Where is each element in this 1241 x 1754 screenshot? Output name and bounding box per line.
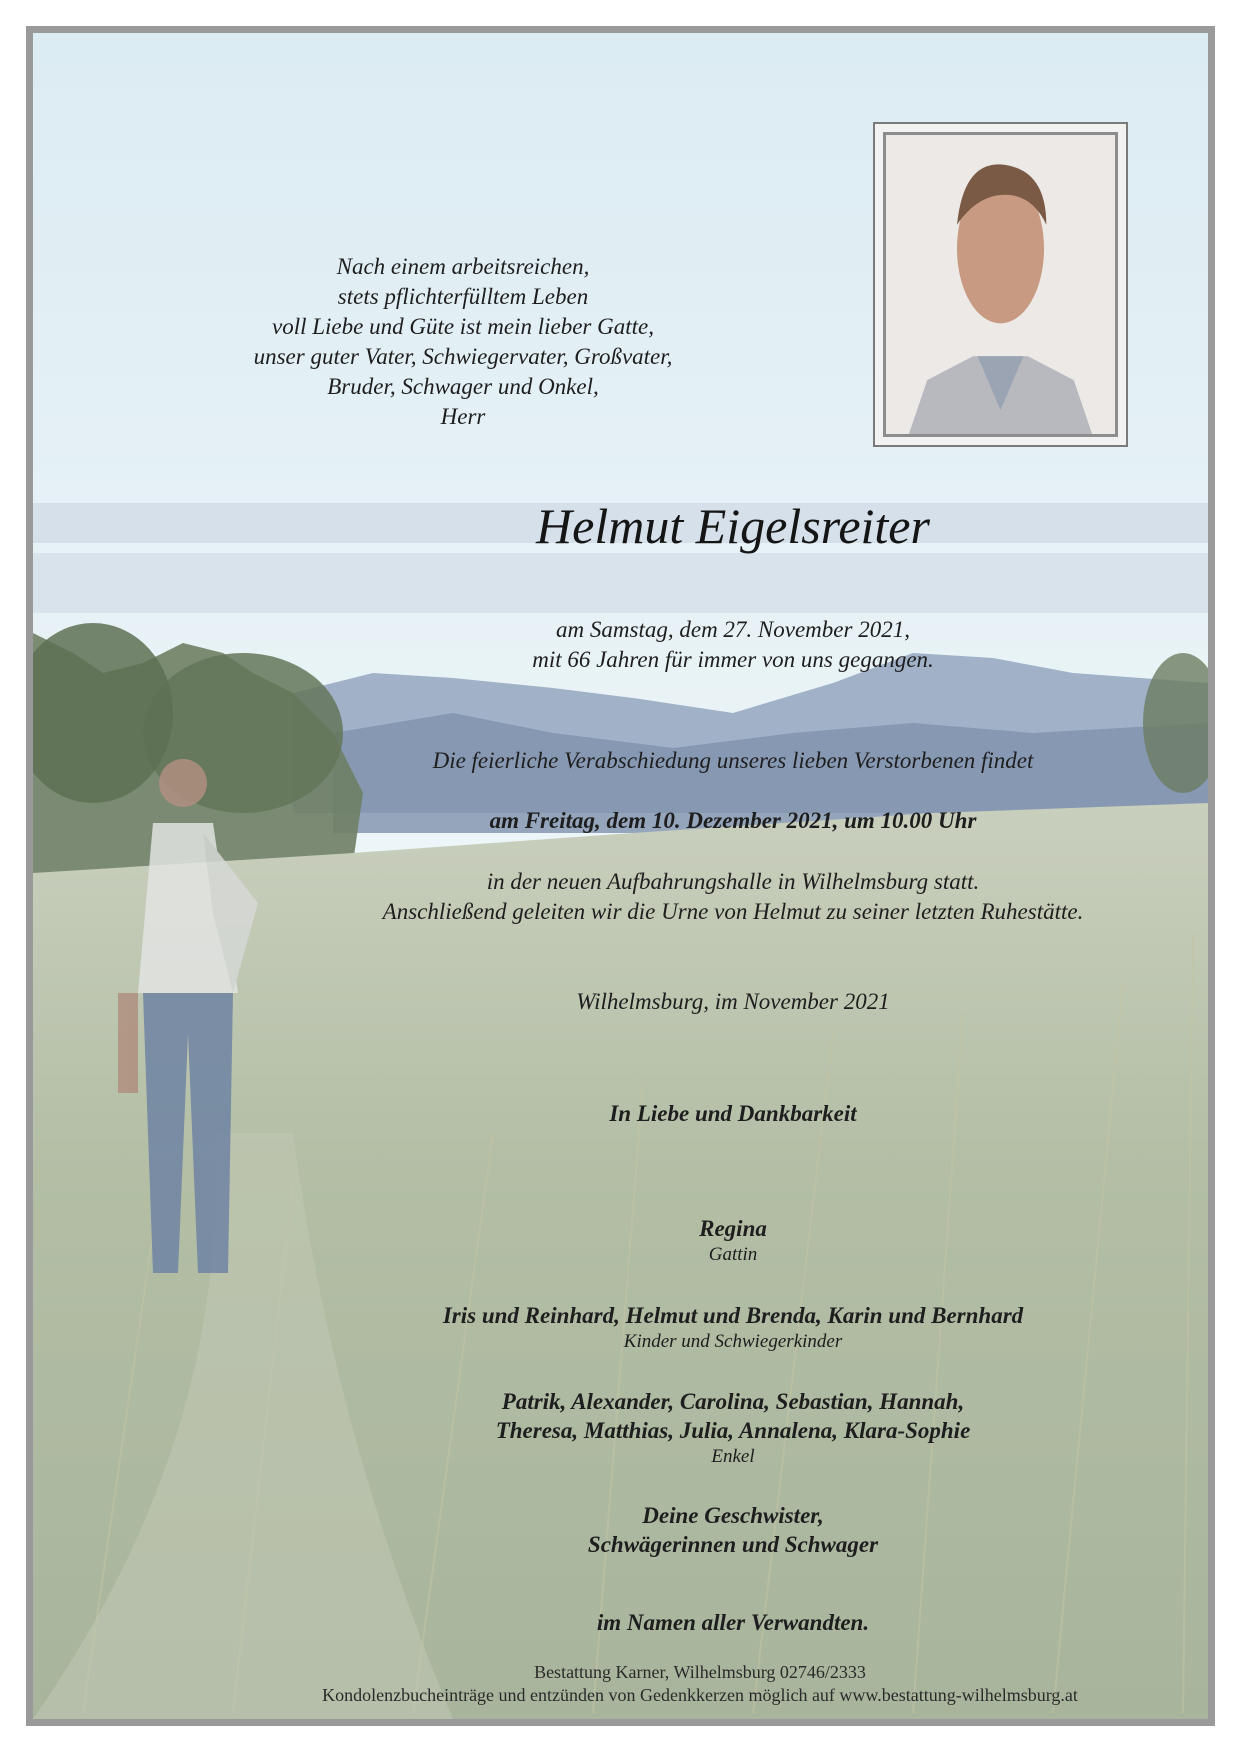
family-names: Schwägerinnen und Schwager [587,1532,879,1557]
family-role: Gattin [708,1244,758,1265]
death-line: am Samstag, dem 27. November 2021, [556,617,910,642]
family-names: Regina [699,1216,767,1241]
family-role: Kinder und Schwiegerkinder [623,1331,843,1352]
family-group-spouse [413,1214,1053,1267]
deceased-name: Helmut Eigelsreiter [536,498,930,554]
family-group-siblings [373,1501,1093,1559]
page-frame [26,26,1215,1726]
footer-line-funeral-home: Bestattung Karner, Wilhelmsburg 02746/2333 [534,1662,866,1682]
death-notice [413,615,1053,675]
intro-line: voll Liebe und Güte ist mein lieber Gatte, [272,314,654,339]
intro-line: unser guter Vater, Schwiegervater, Großvater, [253,344,673,369]
farewell-place [273,867,1193,927]
farewell-place-line: Anschließend geleiten wir die Urne von Helmut zu seiner letzten Ruhestätte. [382,899,1084,924]
family-group-grandchildren [373,1387,1093,1469]
farewell-intro: Die feierliche Verabschiedung unseres lieben Verstorbenen findet [432,748,1034,773]
portrait-photo-frame [873,122,1128,447]
farewell-date: am Freitag, dem 10. Dezember 2021, um 10.00 Uhr [489,808,977,833]
closing-line: im Namen aller Verwandten. [596,1610,870,1635]
footer [150,1661,1241,1707]
intro-text [183,252,743,432]
footer-line-condolence: Kondolenzbucheinträge und entzünden von Gedenkkerzen möglich auf www.bestattung-wilhelmsburg.at [322,1685,1078,1705]
intro-line: stets pflichterfülltem Leben [337,284,589,309]
farewell-place-line: in der neuen Aufbahrungshalle in Wilhelmsburg statt. [486,869,980,894]
portrait-photo [883,132,1118,437]
intro-line: Bruder, Schwager und Onkel, [327,374,599,399]
thanks-line: In Liebe und Dankbarkeit [609,1101,857,1126]
family-names: Iris und Reinhard, Helmut und Brenda, Karin und Bernhard [442,1303,1024,1328]
family-names: Deine Geschwister, [642,1503,824,1528]
family-names: Patrik, Alexander, Carolina, Sebastian, Hannah, [501,1389,965,1414]
family-role: Enkel [711,1446,755,1467]
intro-line: Nach einem arbeitsreichen, [336,254,590,279]
family-names: Theresa, Matthias, Julia, Annalena, Klara-Sophie [495,1418,971,1443]
intro-line: Herr [440,404,486,429]
death-line: mit 66 Jahren für immer von uns gegangen. [532,647,934,672]
place-and-date: Wilhelmsburg, im November 2021 [576,989,890,1014]
family-group-children [333,1301,1133,1354]
